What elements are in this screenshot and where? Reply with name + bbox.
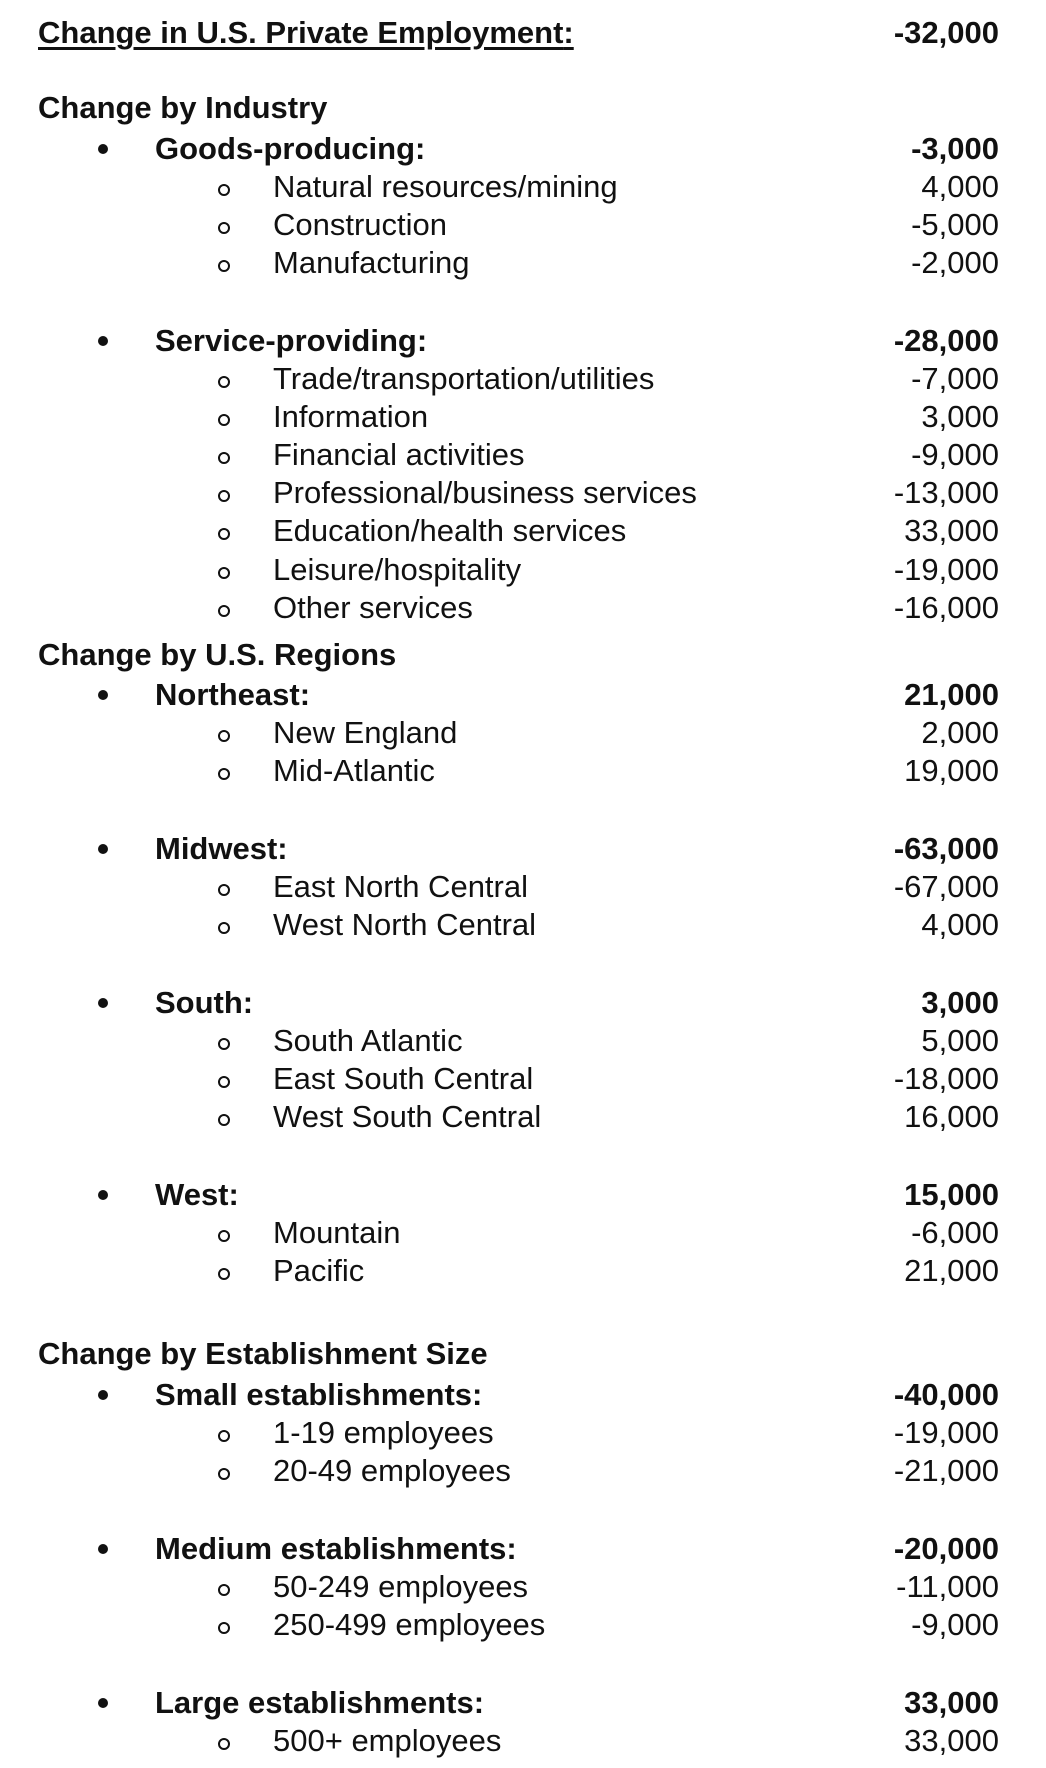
item-value: 16,000: [904, 1099, 999, 1134]
item-label: West North Central: [273, 907, 537, 942]
circle-bullet-icon: [218, 1622, 230, 1634]
group-west: [0, 1176, 1046, 1214]
item-value: -6,000: [911, 1215, 999, 1250]
item-label: Trade/transportation/utilities: [273, 361, 655, 396]
item-label: East North Central: [273, 869, 528, 904]
item-mountain: [0, 1214, 1046, 1252]
item-west-south-central: [0, 1098, 1046, 1136]
item-value: -18,000: [893, 1061, 999, 1096]
item-value: -16,000: [893, 590, 999, 625]
group-large-establishments: [0, 1684, 1046, 1722]
item-label: West South Central: [273, 1099, 542, 1134]
item-label: 500+ employees: [273, 1723, 502, 1758]
item-financial-activities: [0, 436, 1046, 474]
group-medium-establishments: [0, 1530, 1046, 1568]
report-title-text: Change in U.S. Private Employment: [38, 15, 564, 50]
circle-bullet-icon: [218, 414, 230, 426]
group-value: -3,000: [911, 131, 999, 166]
item-value: -11,000: [896, 1569, 999, 1604]
group-label: South:: [155, 985, 254, 1020]
item-20-49-employees: [0, 1452, 1046, 1490]
bullet-icon: [98, 1390, 108, 1400]
item-new-england: [0, 714, 1046, 752]
item-other-services: [0, 589, 1046, 627]
circle-bullet-icon: [218, 490, 230, 502]
group-label: Large establishments:: [155, 1685, 485, 1720]
group-value: 3,000: [921, 985, 999, 1020]
bullet-icon: [98, 1190, 108, 1200]
group-label: Medium establishments:: [155, 1531, 517, 1566]
circle-bullet-icon: [218, 922, 230, 934]
section-heading-text: Change by U.S. Regions: [38, 637, 397, 672]
item-50-249-employees: [0, 1568, 1046, 1606]
section-heading-text: Change by Establishment Size: [38, 1336, 488, 1371]
item-label: South Atlantic: [273, 1023, 463, 1058]
circle-bullet-icon: [218, 184, 230, 196]
circle-bullet-icon: [218, 1038, 230, 1050]
circle-bullet-icon: [218, 1268, 230, 1280]
item-label: 50-249 employees: [273, 1569, 529, 1604]
circle-bullet-icon: [218, 567, 230, 579]
item-value: 19,000: [904, 753, 999, 788]
item-value: -21,000: [893, 1453, 999, 1488]
item-value: -9,000: [911, 1607, 999, 1642]
group-label: Goods-producing:: [155, 131, 426, 166]
bullet-icon: [98, 998, 108, 1008]
group-label: Northeast:: [155, 677, 311, 712]
group-midwest: [0, 830, 1046, 868]
circle-bullet-icon: [218, 528, 230, 540]
group-value: -28,000: [893, 323, 999, 358]
circle-bullet-icon: [218, 1468, 230, 1480]
item-value: 3,000: [921, 399, 999, 434]
bullet-icon: [98, 690, 108, 700]
item-east-south-central: [0, 1060, 1046, 1098]
circle-bullet-icon: [218, 768, 230, 780]
group-value: 33,000: [904, 1685, 999, 1720]
item-value: 4,000: [921, 907, 999, 942]
item-label: Education/health services: [273, 513, 627, 548]
group-label: Service-providing:: [155, 323, 428, 358]
bullet-icon: [98, 1544, 108, 1554]
item-east-north-central: [0, 868, 1046, 906]
item-value: 33,000: [904, 513, 999, 548]
section-heading-industry: [0, 89, 1046, 127]
item-value: -2,000: [911, 245, 999, 280]
item-trade-transportation-utilities: [0, 360, 1046, 398]
item-250-499-employees: [0, 1606, 1046, 1644]
item-natural-resources-mining: [0, 168, 1046, 206]
section-heading-regions: [0, 636, 1046, 674]
circle-bullet-icon: [218, 884, 230, 896]
item-value: -9,000: [911, 437, 999, 472]
item-construction: [0, 206, 1046, 244]
group-service-providing: [0, 322, 1046, 360]
item-value: 21,000: [904, 1253, 999, 1288]
circle-bullet-icon: [218, 452, 230, 464]
circle-bullet-icon: [218, 730, 230, 742]
group-label: Small establishments:: [155, 1377, 483, 1412]
bullet-icon: [98, 844, 108, 854]
item-label: Mountain: [273, 1215, 401, 1250]
item-label: Natural resources/mining: [273, 169, 618, 204]
item-500-plus-employees: [0, 1722, 1046, 1760]
item-value: -7,000: [911, 361, 999, 396]
item-label: 1-19 employees: [273, 1415, 494, 1450]
circle-bullet-icon: [218, 1738, 230, 1750]
group-label: Midwest:: [155, 831, 288, 866]
circle-bullet-icon: [218, 1114, 230, 1126]
item-value: -5,000: [911, 207, 999, 242]
circle-bullet-icon: [218, 1230, 230, 1242]
item-label: Mid-Atlantic: [273, 753, 435, 788]
item-value: -67,000: [893, 869, 999, 904]
group-value: -40,000: [893, 1377, 999, 1412]
item-value: -19,000: [893, 1415, 999, 1450]
circle-bullet-icon: [218, 222, 230, 234]
item-label: Pacific: [273, 1253, 365, 1288]
item-mid-atlantic: [0, 752, 1046, 790]
item-leisure-hospitality: [0, 551, 1046, 589]
circle-bullet-icon: [218, 1430, 230, 1442]
group-value: 15,000: [904, 1177, 999, 1212]
item-1-19-employees: [0, 1414, 1046, 1452]
item-label: Manufacturing: [273, 245, 470, 280]
item-value: 5,000: [921, 1023, 999, 1058]
item-label: Information: [273, 399, 429, 434]
item-value: 4,000: [921, 169, 999, 204]
group-small-establishments: [0, 1376, 1046, 1414]
item-value: 33,000: [904, 1723, 999, 1758]
item-label: Other services: [273, 590, 473, 625]
group-label: West:: [155, 1177, 239, 1212]
item-west-north-central: [0, 906, 1046, 944]
report-total: -32,000: [893, 15, 999, 50]
circle-bullet-icon: [218, 1584, 230, 1596]
bullet-icon: [98, 144, 108, 154]
group-value: 21,000: [904, 677, 999, 712]
item-south-atlantic: [0, 1022, 1046, 1060]
section-heading-text: Change by Industry: [38, 90, 328, 125]
report-title-colon: :: [563, 15, 574, 50]
group-value: -63,000: [893, 831, 999, 866]
bullet-icon: [98, 336, 108, 346]
group-south: [0, 984, 1046, 1022]
section-heading-establishment-size: [0, 1335, 1046, 1373]
circle-bullet-icon: [218, 605, 230, 617]
circle-bullet-icon: [218, 376, 230, 388]
item-label: Professional/business services: [273, 475, 697, 510]
report-title-row: [0, 14, 1046, 52]
group-value: -20,000: [893, 1531, 999, 1566]
item-value: 2,000: [921, 715, 999, 750]
report-title: [38, 14, 574, 52]
item-information: [0, 398, 1046, 436]
item-label: 250-499 employees: [273, 1607, 546, 1642]
item-value: -19,000: [893, 552, 999, 587]
item-value: -13,000: [893, 475, 999, 510]
group-goods-producing: [0, 130, 1046, 168]
item-label: Financial activities: [273, 437, 525, 472]
item-label: New England: [273, 715, 458, 750]
item-label: Leisure/hospitality: [273, 552, 522, 587]
item-pacific: [0, 1252, 1046, 1290]
item-education-health-services: [0, 512, 1046, 550]
group-northeast: [0, 676, 1046, 714]
item-label: Construction: [273, 207, 448, 242]
item-label: East South Central: [273, 1061, 534, 1096]
circle-bullet-icon: [218, 260, 230, 272]
item-label: 20-49 employees: [273, 1453, 511, 1488]
bullet-icon: [98, 1698, 108, 1708]
item-manufacturing: [0, 244, 1046, 282]
item-professional-business-services: [0, 474, 1046, 512]
circle-bullet-icon: [218, 1076, 230, 1088]
